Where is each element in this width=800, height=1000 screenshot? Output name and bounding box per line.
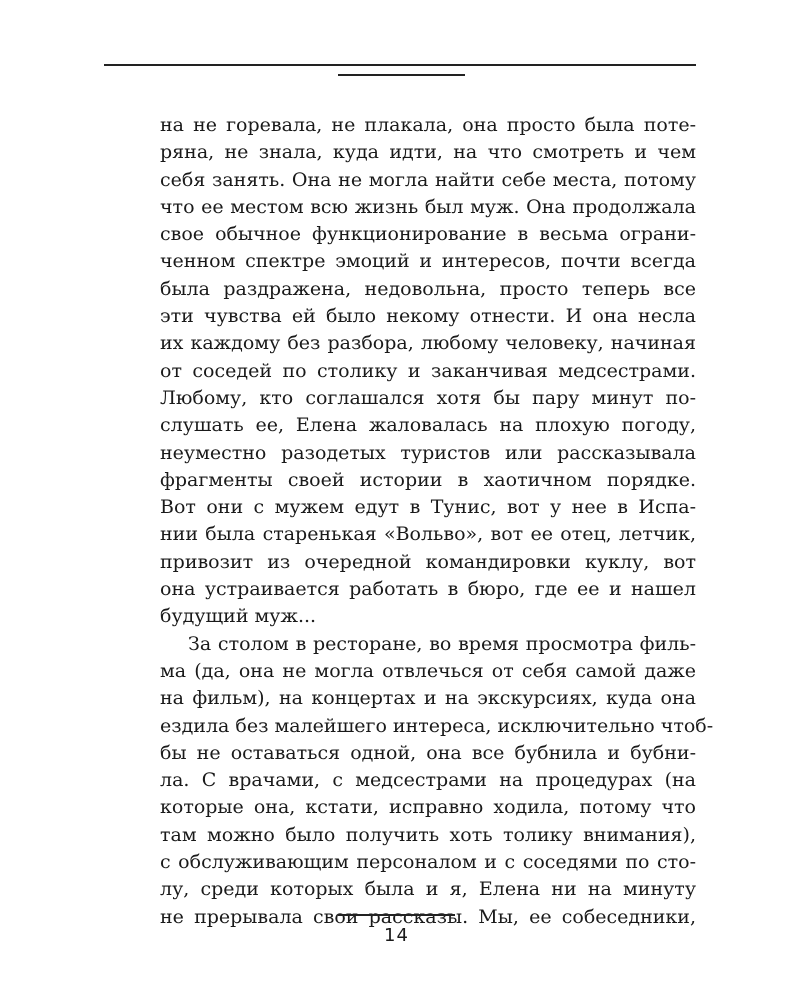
text-line: не прерывала свои рассказы. Мы, ее собеседники, — [160, 905, 696, 928]
text-line: ченном спектре эмоций и интересов, почти всегда — [160, 250, 696, 273]
text-line: она устраивается работать в бюро, где ее и нашел — [160, 578, 696, 601]
text-line: ездила без малейшего интереса, исключительно чтоб- — [160, 714, 714, 737]
paragraph-start-line: За столом в ресторане, во время просмотра филь- — [188, 632, 696, 655]
page-number: 14 — [384, 925, 409, 946]
text-line: от соседей по столику и заканчивая медсестрами. — [160, 359, 696, 382]
text-line: ряна, не знала, куда идти, на что смотреть и чем — [160, 141, 696, 164]
header-rule-short — [338, 74, 465, 76]
text-line: эти чувства ей было некому отнести. И она несла — [160, 305, 696, 328]
text-line: была раздражена, недовольна, просто теперь все — [160, 277, 696, 300]
text-line: с обслуживающим персоналом и с соседями по сто- — [160, 851, 696, 874]
text-line: Вот они с мужем едут в Тунис, вот у нее в Испа- — [160, 496, 696, 519]
text-line: лу, среди которых была и я, Елена ни на минуту — [160, 878, 696, 901]
paragraph-end-line: будущий муж... — [160, 605, 317, 628]
text-line: неуместно разодетых туристов или рассказывала — [160, 441, 696, 464]
text-line: на не горевала, не плакала, она просто была поте- — [160, 114, 696, 136]
text-line: Любому, кто соглашался хотя бы пару минут по- — [160, 386, 696, 409]
text-line: нии была старенькая «Вольво», вот ее отец, летчик, — [160, 523, 696, 546]
text-line: что ее местом всю жизнь был муж. Она продолжала — [160, 195, 696, 218]
text-line: бы не оставаться одной, она все бубнила и бубни- — [160, 741, 696, 764]
header-rule-long — [104, 64, 696, 66]
text-line: слушать ее, Елена жаловалась на плохую погоду, — [160, 414, 696, 437]
text-line: фрагменты своей истории в хаотичном порядке. — [160, 468, 696, 491]
footer-rule — [338, 914, 455, 916]
text-line: себя занять. Она не могла найти себе места, потому — [160, 168, 696, 191]
text-line: ла. С врачами, с медсестрами на процедурах (на — [160, 769, 696, 792]
text-line: на фильм), на концертах и на экскурсиях, куда она — [160, 687, 696, 710]
text-line: ма (да, она не могла отвлечься от себя самой даже — [160, 659, 696, 682]
text-line: их каждому без разбора, любому человеку, начиная — [160, 332, 696, 355]
text-line: там можно было получить хоть толику внимания), — [160, 823, 696, 846]
text-line: свое обычное функционирование в весьма ограни- — [160, 223, 696, 246]
body-text — [160, 112, 714, 931]
text-line: привозит из очередной командировки куклу, вот — [160, 550, 696, 573]
text-line: которые она, кстати, исправно ходила, потому что — [160, 796, 696, 819]
